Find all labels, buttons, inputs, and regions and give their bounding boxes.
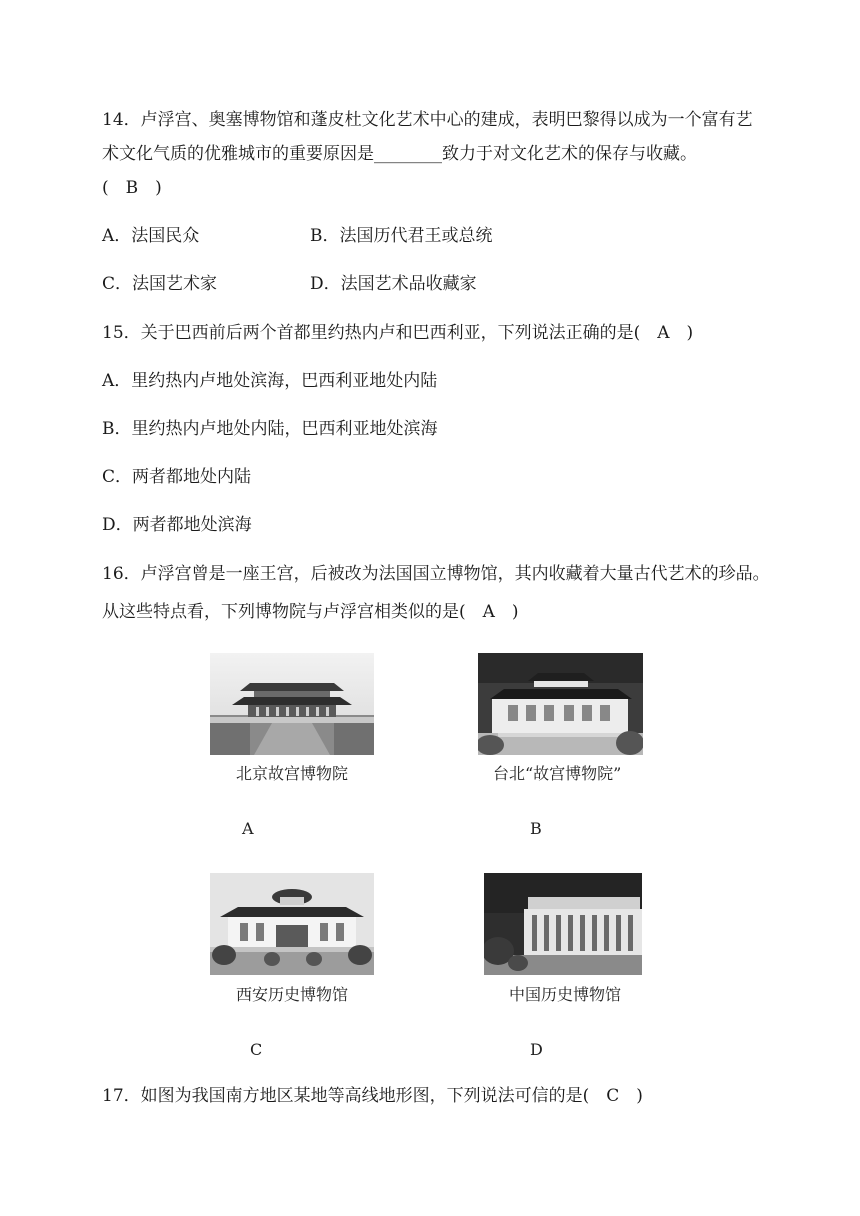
photo-taipei-palace-museum (478, 653, 643, 755)
photo-xian-history-museum (210, 873, 374, 975)
q17-stem: 17．如图为我国南方地区某地等高线地形图，下列说法可信的是( C ) (102, 1086, 643, 1106)
q16-stem-line1: 16．卢浮宫曾是一座王宫，后被改为法国国立博物馆，其内收藏着大量古代艺术的珍品。 (102, 564, 770, 584)
letter-a: A (242, 819, 254, 838)
q16-stem-line2: 从这些特点看，下列博物院与卢浮宫相类似的是( A ) (102, 602, 519, 622)
q14-option-d: D．法国艺术品收藏家 (310, 274, 477, 294)
q14-option-b: B．法国历代君王或总统 (310, 226, 493, 246)
q14-stem-line2: 术文化气质的优雅城市的重要原因是________致力于对文化艺术的保存与收藏。 (102, 144, 697, 164)
q15-option-d: D．两者都地处滨海 (102, 515, 252, 535)
q14-option-c: C．法国艺术家 (102, 274, 218, 294)
photo-china-history-museum (484, 873, 642, 975)
letter-d: D (530, 1040, 543, 1059)
q14-stem-line1: 14．卢浮宫、奥塞博物馆和蓬皮杜文化艺术中心的建成，表明巴黎得以成为一个富有艺 (102, 110, 753, 130)
q15-option-b: B．里约热内卢地处内陆，巴西利亚地处滨海 (102, 419, 438, 439)
caption-a: 北京故宫博物院 (236, 764, 349, 783)
letter-b: B (530, 819, 542, 838)
q15-stem: 15．关于巴西前后两个首都里约热内卢和巴西利亚，下列说法正确的是( A ) (102, 323, 694, 343)
caption-d: 中国历史博物馆 (509, 985, 622, 1004)
q14-answer: ( B ) (102, 178, 162, 198)
q14-option-a: A．法国民众 (102, 226, 200, 246)
caption-c: 西安历史博物馆 (236, 985, 349, 1004)
photo-beijing-palace-museum (210, 653, 374, 755)
caption-b: 台北“故宫博物院” (493, 764, 622, 783)
q15-option-c: C．两者都地处内陆 (102, 467, 252, 487)
q15-option-a: A．里约热内卢地处滨海，巴西利亚地处内陆 (102, 371, 438, 391)
letter-c: C (250, 1040, 263, 1059)
